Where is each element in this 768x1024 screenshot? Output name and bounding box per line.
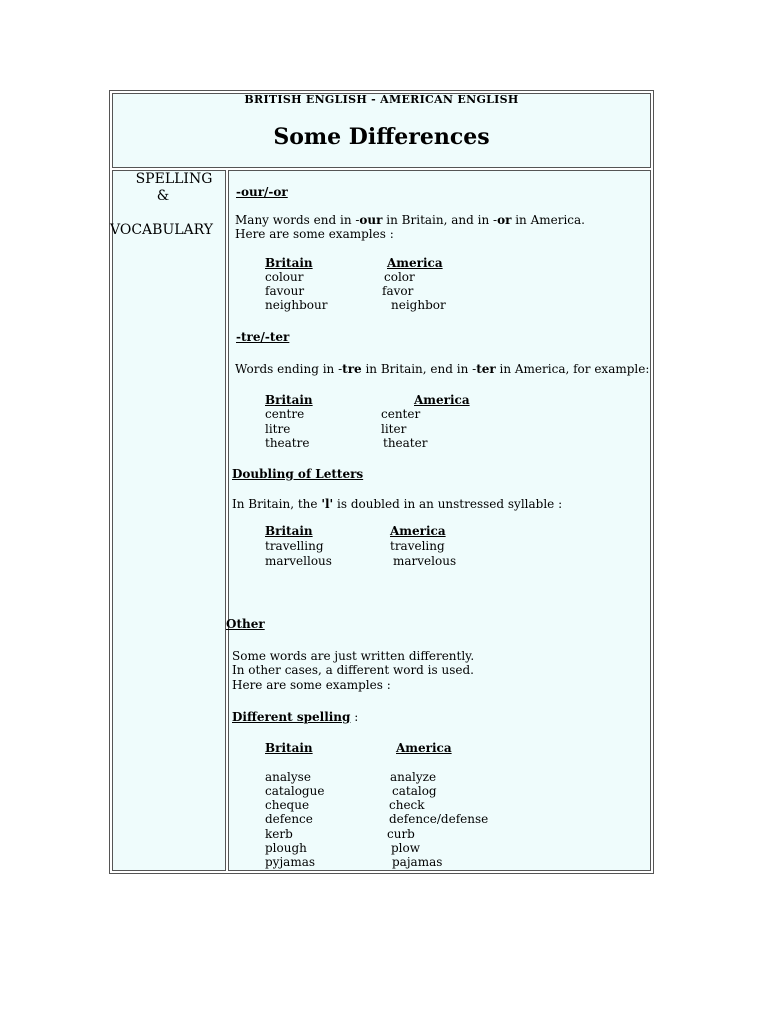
section-heading-doubling: Doubling of Letters <box>232 467 364 481</box>
other-line-2: In other cases, a different word is used. <box>232 663 474 677</box>
table-cell-america: traveling <box>390 539 445 553</box>
tre-ter-col-britain: Britain <box>265 393 313 407</box>
table-cell-america: curb <box>387 827 415 841</box>
table-cell-britain: cheque <box>265 798 310 812</box>
table-cell-america: theater <box>383 436 428 450</box>
our-or-intro: Many words end in -our in Britain, and in -or in America. <box>235 213 585 227</box>
other-col-america: America <box>396 741 452 755</box>
table-cell-britain: favour <box>265 284 305 298</box>
table-cell-britain: defence <box>265 812 313 826</box>
section-heading-other: Other <box>226 617 265 631</box>
sidebar-label-vocabulary: VOCABULARY <box>110 222 214 238</box>
table-cell-britain: colour <box>265 270 304 284</box>
doubling-col-america: America <box>390 524 446 538</box>
other-line-1: Some words are just written differently. <box>232 649 475 663</box>
section-heading-tre-ter: -tre/-ter <box>236 330 290 344</box>
tre-ter-intro: Words ending in -tre in Britain, end in -ter in America, for example: <box>235 362 650 376</box>
doubling-intro: In Britain, the 'l' is doubled in an unstressed syllable : <box>232 497 563 511</box>
other-col-britain: Britain <box>265 741 313 755</box>
section-heading-our-or: -our/-or <box>236 185 288 199</box>
table-cell-britain: marvellous <box>265 554 332 568</box>
table-cell-america: analyze <box>390 770 437 784</box>
table-cell-britain: pyjamas <box>265 855 316 869</box>
table-cell-america: center <box>381 407 421 421</box>
sidebar-label-spelling: SPELLING <box>135 171 213 187</box>
table-cell-britain: analyse <box>265 770 311 784</box>
table-cell-america: neighbor <box>391 298 446 312</box>
other-line-3: Here are some examples : <box>232 678 391 692</box>
doubling-col-britain: Britain <box>265 524 313 538</box>
different-spelling-heading: Different spelling : <box>232 710 359 724</box>
tre-ter-col-america: America <box>414 393 470 407</box>
table-cell-america: marvelous <box>393 554 457 568</box>
our-or-col-america: America <box>387 256 443 270</box>
table-cell-america: favor <box>382 284 414 298</box>
page-subtitle: BRITISH ENGLISH - AMERICAN ENGLISH <box>244 93 519 106</box>
our-or-col-britain: Britain <box>265 256 313 270</box>
table-cell-america: check <box>389 798 425 812</box>
sidebar-panel <box>112 170 226 871</box>
table-cell-america: catalog <box>392 784 437 798</box>
table-cell-america: color <box>384 270 415 284</box>
table-cell-britain: neighbour <box>265 298 328 312</box>
table-cell-britain: travelling <box>265 539 324 553</box>
table-cell-britain: plough <box>265 841 307 855</box>
table-cell-america: defence/defense <box>389 812 489 826</box>
table-cell-britain: theatre <box>265 436 310 450</box>
table-cell-britain: litre <box>265 422 291 436</box>
table-cell-britain: catalogue <box>265 784 325 798</box>
table-cell-britain: centre <box>265 407 305 421</box>
table-cell-britain: kerb <box>265 827 293 841</box>
sidebar-label-ampersand: & <box>156 188 170 204</box>
table-cell-america: pajamas <box>392 855 443 869</box>
table-cell-america: plow <box>391 841 421 855</box>
page-title: Some Differences <box>273 124 490 150</box>
our-or-intro-2: Here are some examples : <box>235 227 394 241</box>
table-cell-america: liter <box>381 422 407 436</box>
